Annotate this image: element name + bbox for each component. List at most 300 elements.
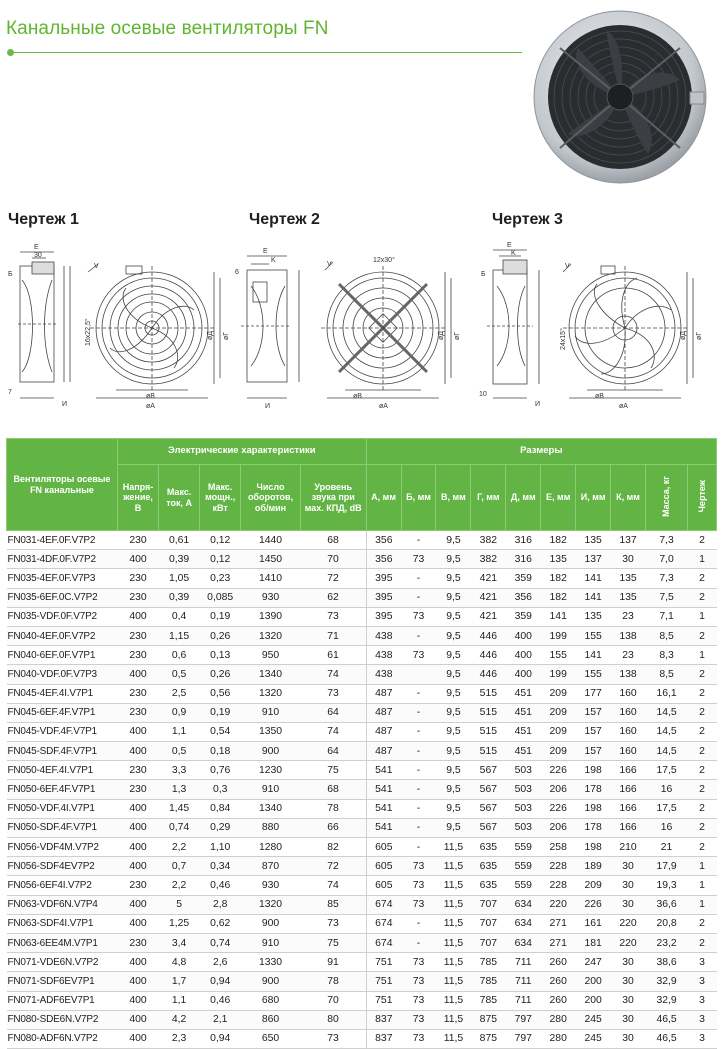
table-cell: 751 <box>366 972 401 991</box>
table-cell: - <box>401 531 436 550</box>
table-cell: 9,5 <box>436 703 471 722</box>
dim-od-label: øД <box>438 330 445 340</box>
model-cell: FN050-VDF.4I.V7P1 <box>7 799 118 818</box>
table-cell: 135 <box>576 531 611 550</box>
table-cell: 230 <box>117 684 158 703</box>
table-cell: 316 <box>506 531 541 550</box>
table-cell: 226 <box>576 895 611 914</box>
table-cell: 1320 <box>241 626 301 645</box>
table-cell: 635 <box>471 857 506 876</box>
dim-i-label: И <box>62 401 68 408</box>
table-cell: 271 <box>541 914 576 933</box>
dim-og-label: øГ <box>454 331 461 340</box>
table-cell: 1,1 <box>159 991 200 1010</box>
table-cell: 567 <box>471 780 506 799</box>
table-cell: 198 <box>576 761 611 780</box>
table-cell: 0,56 <box>200 684 241 703</box>
table-cell: 19,3 <box>646 876 688 895</box>
table-cell: 209 <box>541 722 576 741</box>
table-cell: 559 <box>506 857 541 876</box>
header-voltage: Напря-жение, В <box>117 465 158 531</box>
table-cell: 711 <box>506 991 541 1010</box>
model-cell: FN056-VDF4M.V7P2 <box>7 838 118 857</box>
table-cell: 1 <box>688 550 717 569</box>
table-cell: 635 <box>471 838 506 857</box>
table-cell: 1320 <box>241 895 301 914</box>
table-cell: 2,3 <box>159 1029 200 1048</box>
table-cell: 30 <box>611 1010 646 1029</box>
drawing-3-title: Чертеж 3 <box>492 211 563 228</box>
table-cell: 1320 <box>241 684 301 703</box>
table-cell: 46,5 <box>646 1010 688 1029</box>
dim-og-label: øГ <box>696 331 703 340</box>
table-cell: 160 <box>611 742 646 761</box>
table-cell: 0,61 <box>159 531 200 550</box>
dim-oa-label: øА <box>619 403 628 410</box>
table-cell: 30 <box>611 953 646 972</box>
table-cell: - <box>401 838 436 857</box>
table-cell: 707 <box>471 914 506 933</box>
table-cell: 0,76 <box>200 761 241 780</box>
table-cell: 16,1 <box>646 684 688 703</box>
table-cell: 141 <box>576 646 611 665</box>
table-cell: 785 <box>471 991 506 1010</box>
table-cell: 62 <box>300 588 366 607</box>
table-cell: 400 <box>117 972 158 991</box>
table-cell: 72 <box>300 569 366 588</box>
table-cell: 400 <box>117 799 158 818</box>
header-a: А, мм <box>366 465 401 531</box>
table-cell: 0,6 <box>159 646 200 665</box>
table-cell: - <box>401 818 436 837</box>
table-cell: 515 <box>471 703 506 722</box>
table-cell: 395 <box>366 607 401 626</box>
table-cell: 17,9 <box>646 857 688 876</box>
table-cell: 138 <box>611 665 646 684</box>
table-cell: 1410 <box>241 569 301 588</box>
table-cell: 400 <box>117 914 158 933</box>
model-cell: FN031-4EF.0F.V7P2 <box>7 531 118 550</box>
table-cell: 541 <box>366 761 401 780</box>
table-cell: 78 <box>300 799 366 818</box>
drawing-1-title: Чертеж 1 <box>8 211 79 228</box>
table-cell: 541 <box>366 780 401 799</box>
table-cell: 9,5 <box>436 626 471 645</box>
model-cell: FN040-4EF.0F.V7P2 <box>7 626 118 645</box>
table-cell: 356 <box>366 550 401 569</box>
table-cell: 1350 <box>241 722 301 741</box>
drawing-2 <box>233 236 461 416</box>
table-cell: 9,5 <box>436 818 471 837</box>
dim-30-label: 30 <box>34 252 42 259</box>
table-cell: 16 <box>646 818 688 837</box>
table-row <box>7 818 717 837</box>
table-cell: 206 <box>541 818 576 837</box>
table-cell: 541 <box>366 799 401 818</box>
table-cell: 0,39 <box>159 588 200 607</box>
table-cell: 1 <box>688 646 717 665</box>
table-row <box>7 799 717 818</box>
table-cell: 870 <box>241 857 301 876</box>
header-electrical: Электрические характеристики <box>117 439 366 465</box>
table-cell: 141 <box>576 588 611 607</box>
dim-ov-label: øВ <box>146 393 155 400</box>
table-cell: 177 <box>576 684 611 703</box>
table-cell: 73 <box>401 972 436 991</box>
table-row <box>7 742 717 761</box>
table-cell: 400 <box>117 665 158 684</box>
table-cell: 137 <box>611 531 646 550</box>
model-cell: FN050-4EF.4I.V7P1 <box>7 761 118 780</box>
table-cell: 141 <box>576 569 611 588</box>
dim-10-label: 10 <box>479 391 487 398</box>
table-cell: 674 <box>366 933 401 952</box>
table-cell: 3 <box>688 1010 717 1029</box>
table-cell: 220 <box>541 895 576 914</box>
table-cell: 0,46 <box>200 991 241 1010</box>
header-mass: Масса, кг <box>646 465 688 531</box>
model-cell: FN035-6EF.0C.V7P2 <box>7 588 118 607</box>
table-cell: - <box>401 742 436 761</box>
table-cell: 23 <box>611 646 646 665</box>
table-cell: 1330 <box>241 953 301 972</box>
table-cell: 68 <box>300 531 366 550</box>
table-cell: 634 <box>506 933 541 952</box>
table-row <box>7 991 717 1010</box>
table-cell: 82 <box>300 838 366 857</box>
table-cell: 421 <box>471 607 506 626</box>
table-cell: 2 <box>688 588 717 607</box>
table-cell: 875 <box>471 1010 506 1029</box>
table-row <box>7 588 717 607</box>
table-row <box>7 857 717 876</box>
table-row <box>7 684 717 703</box>
table-row <box>7 761 717 780</box>
table-cell: 605 <box>366 838 401 857</box>
table-cell: 9,5 <box>436 607 471 626</box>
table-cell: 0,19 <box>200 607 241 626</box>
table-cell: 155 <box>576 665 611 684</box>
table-cell: 14,5 <box>646 703 688 722</box>
table-cell: 395 <box>366 569 401 588</box>
table-cell: 2,1 <box>200 1010 241 1029</box>
table-cell: 930 <box>241 876 301 895</box>
header-current: Макс. ток, А <box>159 465 200 531</box>
table-cell: 230 <box>117 703 158 722</box>
model-cell: FN056-SDF4EV7P2 <box>7 857 118 876</box>
table-cell: 141 <box>541 607 576 626</box>
model-cell: FN063-SDF4I.V7P1 <box>7 914 118 933</box>
table-cell: 400 <box>506 626 541 645</box>
model-cell: FN080-SDE6N.V7P2 <box>7 1010 118 1029</box>
dim-v-label: V <box>327 261 332 268</box>
table-cell: 73 <box>401 857 436 876</box>
table-cell: 605 <box>366 857 401 876</box>
table-cell: 11,5 <box>436 895 471 914</box>
dim-k-label: K <box>271 257 276 264</box>
table-cell: 75 <box>300 933 366 952</box>
table-row <box>7 665 717 684</box>
table-cell: 9,5 <box>436 684 471 703</box>
table-cell: 707 <box>471 895 506 914</box>
table-cell: 0,19 <box>200 703 241 722</box>
table-cell: 91 <box>300 953 366 972</box>
header-power: Макс. мощн., кВт <box>200 465 241 531</box>
table-cell: 70 <box>300 991 366 1010</box>
table-cell: 3,3 <box>159 761 200 780</box>
table-cell: 32,9 <box>646 991 688 1010</box>
dim-6-label: 6 <box>235 269 239 276</box>
table-cell: 209 <box>541 684 576 703</box>
dim-k-label: K <box>511 250 516 257</box>
model-cell: FN045-VDF.4F.V7P1 <box>7 722 118 741</box>
table-cell: 438 <box>366 646 401 665</box>
table-cell: 230 <box>117 569 158 588</box>
table-cell: 797 <box>506 1010 541 1029</box>
table-cell: 228 <box>541 876 576 895</box>
table-cell: 400 <box>117 1010 158 1029</box>
table-cell: 446 <box>471 646 506 665</box>
table-cell: 260 <box>541 953 576 972</box>
table-cell: 135 <box>611 588 646 607</box>
table-cell: 1,25 <box>159 914 200 933</box>
table-cell <box>401 665 436 684</box>
model-cell: FN035-VDF.0F.V7P2 <box>7 607 118 626</box>
table-row <box>7 876 717 895</box>
table-cell: 73 <box>401 1029 436 1048</box>
table-cell: 0,74 <box>200 933 241 952</box>
table-cell: 21 <box>646 838 688 857</box>
table-cell: 438 <box>366 626 401 645</box>
table-cell: 11,5 <box>436 953 471 972</box>
table-cell: 8,3 <box>646 646 688 665</box>
table-cell: 711 <box>506 953 541 972</box>
table-cell: 138 <box>611 626 646 645</box>
table-cell: 1340 <box>241 799 301 818</box>
table-cell: 161 <box>576 914 611 933</box>
table-cell: 1 <box>688 607 717 626</box>
model-cell: FN045-SDF.4F.V7P1 <box>7 742 118 761</box>
table-cell: 3 <box>688 953 717 972</box>
table-cell: 2,6 <box>200 953 241 972</box>
table-cell: 30 <box>611 857 646 876</box>
table-cell: 11,5 <box>436 857 471 876</box>
table-cell: 751 <box>366 953 401 972</box>
table-cell: 160 <box>611 684 646 703</box>
table-cell: 2 <box>688 818 717 837</box>
table-cell: 9,5 <box>436 569 471 588</box>
table-cell: - <box>401 588 436 607</box>
dim-e-label: E <box>507 242 512 249</box>
table-cell: 3,4 <box>159 933 200 952</box>
table-cell: 2,2 <box>159 838 200 857</box>
table-cell: 2 <box>688 684 717 703</box>
table-cell: 280 <box>541 1029 576 1048</box>
specifications-table-body <box>7 531 717 1049</box>
table-cell: 17,5 <box>646 761 688 780</box>
table-cell: 23 <box>611 607 646 626</box>
table-cell: 0,94 <box>200 972 241 991</box>
table-cell: 199 <box>541 626 576 645</box>
table-cell: 1,05 <box>159 569 200 588</box>
table-cell: 2 <box>688 531 717 550</box>
table-cell: 199 <box>541 665 576 684</box>
table-cell: 395 <box>366 588 401 607</box>
dim-b-label: Б <box>481 271 486 278</box>
table-cell: 73 <box>401 895 436 914</box>
table-cell: 245 <box>576 1029 611 1048</box>
table-row <box>7 722 717 741</box>
table-cell: 359 <box>506 569 541 588</box>
table-cell: 9,5 <box>436 742 471 761</box>
table-cell: 446 <box>471 665 506 684</box>
table-cell: 1,15 <box>159 626 200 645</box>
table-cell: - <box>401 626 436 645</box>
table-cell: 1 <box>688 857 717 876</box>
table-cell: 8,5 <box>646 665 688 684</box>
header-k: К, мм <box>611 465 646 531</box>
table-cell: 785 <box>471 953 506 972</box>
table-cell: 11,5 <box>436 1029 471 1048</box>
model-cell: FN080-ADF6N.V7P2 <box>7 1029 118 1048</box>
table-row <box>7 953 717 972</box>
header-e: Е, мм <box>541 465 576 531</box>
table-cell: 11,5 <box>436 914 471 933</box>
table-cell: 1390 <box>241 607 301 626</box>
table-cell: 73 <box>401 991 436 1010</box>
table-cell: 605 <box>366 876 401 895</box>
table-cell: 189 <box>576 857 611 876</box>
table-cell: 785 <box>471 972 506 991</box>
table-cell: 0,7 <box>159 857 200 876</box>
table-cell: 356 <box>506 588 541 607</box>
table-cell: 0,54 <box>200 722 241 741</box>
table-cell: 1340 <box>241 665 301 684</box>
table-cell: 0,085 <box>200 588 241 607</box>
table-cell: 487 <box>366 742 401 761</box>
table-cell: 8,5 <box>646 626 688 645</box>
table-cell: 1,7 <box>159 972 200 991</box>
header-dimensions: Размеры <box>366 439 716 465</box>
table-cell: 900 <box>241 742 301 761</box>
table-cell: 226 <box>541 761 576 780</box>
table-row <box>7 914 717 933</box>
table-cell: 135 <box>541 550 576 569</box>
table-cell: 80 <box>300 1010 366 1029</box>
table-row <box>7 607 717 626</box>
table-cell: 0,26 <box>200 626 241 645</box>
table-cell: 71 <box>300 626 366 645</box>
table-cell: 74 <box>300 876 366 895</box>
table-cell: 258 <box>541 838 576 857</box>
table-cell: 0,12 <box>200 550 241 569</box>
table-cell: 2 <box>688 626 717 645</box>
table-cell: 157 <box>576 703 611 722</box>
table-cell: 166 <box>611 780 646 799</box>
table-cell: 68 <box>300 780 366 799</box>
model-cell: FN071-VDE6N.V7P2 <box>7 953 118 972</box>
table-cell: 200 <box>576 991 611 1010</box>
header-g: Г, мм <box>471 465 506 531</box>
table-cell: 230 <box>117 876 158 895</box>
table-cell: 910 <box>241 780 301 799</box>
table-cell: 674 <box>366 895 401 914</box>
table-cell: 438 <box>366 665 401 684</box>
table-cell: 2 <box>688 914 717 933</box>
table-cell: 930 <box>241 588 301 607</box>
table-cell: 4,8 <box>159 953 200 972</box>
table-cell: 30 <box>611 972 646 991</box>
table-cell: 9,5 <box>436 665 471 684</box>
table-cell: 230 <box>117 761 158 780</box>
table-cell: 30 <box>611 1029 646 1048</box>
table-row <box>7 972 717 991</box>
table-cell: 487 <box>366 703 401 722</box>
table-cell: 75 <box>300 761 366 780</box>
table-cell: 7,3 <box>646 569 688 588</box>
dim-i-label: И <box>265 403 271 410</box>
table-cell: 541 <box>366 818 401 837</box>
table-cell: 910 <box>241 933 301 952</box>
table-cell: 155 <box>576 626 611 645</box>
table-cell: 9,5 <box>436 588 471 607</box>
table-row <box>7 838 717 857</box>
table-cell: 1280 <box>241 838 301 857</box>
model-cell: FN071-SDF6EV7P1 <box>7 972 118 991</box>
model-cell: FN056-6EF4I.V7P2 <box>7 876 118 895</box>
table-cell: 400 <box>117 818 158 837</box>
table-cell: - <box>401 933 436 952</box>
table-cell: 230 <box>117 780 158 799</box>
table-cell: 503 <box>506 761 541 780</box>
table-cell: 1440 <box>241 531 301 550</box>
model-cell: FN040-VDF.0F.V7P3 <box>7 665 118 684</box>
table-cell: 421 <box>471 569 506 588</box>
table-cell: 2 <box>688 569 717 588</box>
dim-7-label: 7 <box>8 389 12 396</box>
table-cell: 20,8 <box>646 914 688 933</box>
table-cell: 0,62 <box>200 914 241 933</box>
table-cell: 900 <box>241 972 301 991</box>
table-cell: 400 <box>117 742 158 761</box>
table-cell: 209 <box>576 876 611 895</box>
table-cell: 1230 <box>241 761 301 780</box>
table-cell: 837 <box>366 1029 401 1048</box>
table-cell: 73 <box>401 646 436 665</box>
table-cell: 9,5 <box>436 799 471 818</box>
table-cell: 559 <box>506 876 541 895</box>
dim-b-label: Б <box>8 271 13 278</box>
model-cell: FN045-6EF.4F.V7P1 <box>7 703 118 722</box>
table-cell: 2,8 <box>200 895 241 914</box>
table-cell: 2 <box>688 761 717 780</box>
table-cell: 0,23 <box>200 569 241 588</box>
table-cell: 11,5 <box>436 991 471 1010</box>
table-cell: 2 <box>688 933 717 952</box>
page-title: Канальные осевые вентиляторы FN <box>6 18 329 39</box>
table-cell: 78 <box>300 972 366 991</box>
table-cell: 9,5 <box>436 531 471 550</box>
table-cell: 0,3 <box>200 780 241 799</box>
table-cell: 155 <box>541 646 576 665</box>
table-cell: 230 <box>117 626 158 645</box>
table-cell: 400 <box>117 607 158 626</box>
table-row <box>7 1029 717 1048</box>
table-cell: 950 <box>241 646 301 665</box>
table-row <box>7 626 717 645</box>
table-cell: 166 <box>611 761 646 780</box>
table-cell: 220 <box>611 933 646 952</box>
